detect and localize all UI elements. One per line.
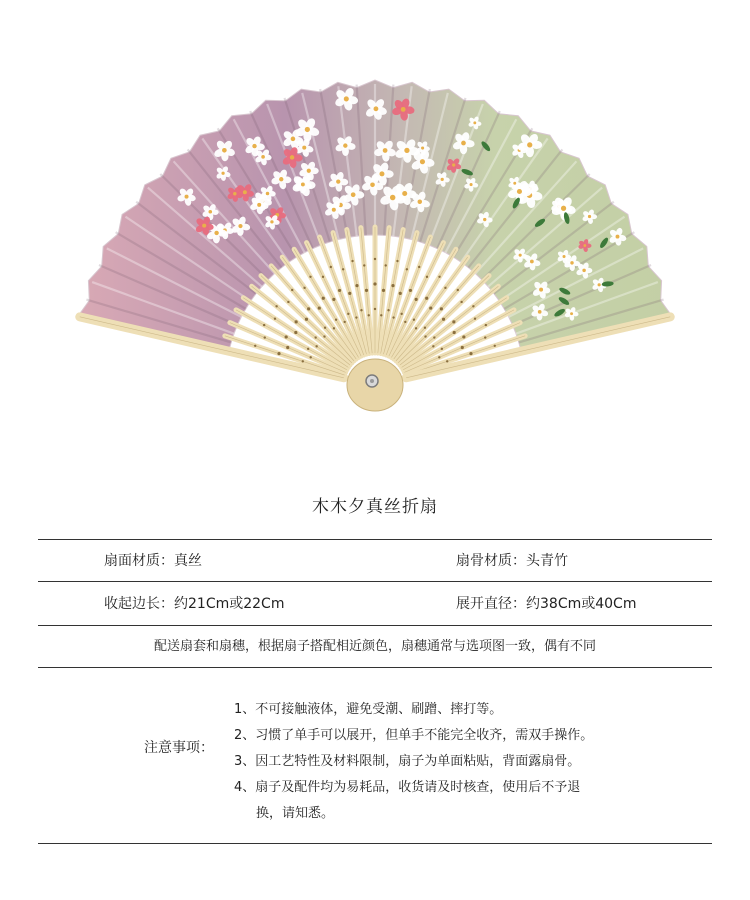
- notice-item: [234, 749, 654, 775]
- rib-perforation: [385, 264, 387, 266]
- rib-perforation: [363, 264, 365, 266]
- rib-perforation: [351, 260, 353, 262]
- rib-perforation: [347, 313, 349, 315]
- rib-perforation: [287, 301, 289, 303]
- notice-item-text: 1、不可接触液体，避免受潮、刷蹭、摔打等。: [234, 702, 503, 717]
- rib-perforation: [452, 320, 455, 323]
- rib-perforation: [307, 307, 310, 310]
- rib-perforation: [404, 321, 406, 323]
- rib-perforation: [446, 360, 448, 362]
- rib-perforation: [413, 319, 415, 321]
- rib-perforation: [309, 276, 311, 278]
- rib-perforation: [355, 316, 357, 318]
- rib-perforation: [307, 348, 309, 350]
- rib-perforation: [484, 336, 486, 338]
- spec-row: [38, 583, 712, 625]
- fan-rib-material: 扇骨材质：头青竹: [456, 553, 568, 569]
- rib-perforation: [438, 276, 440, 278]
- rib-perforation: [474, 318, 476, 320]
- rib-perforation: [432, 345, 434, 347]
- notice-item-text: 2、习惯了单手可以展开，但单手不能完全收齐，需双手操作。: [234, 728, 594, 743]
- divider-line: [38, 843, 712, 844]
- rib-perforation: [318, 306, 321, 309]
- notice-item-continuation: 换，请知悉。: [256, 806, 335, 821]
- rib-perforation: [343, 321, 345, 323]
- rib-perforation: [409, 289, 412, 292]
- rib-perforation: [302, 360, 304, 362]
- rib-perforation: [424, 335, 426, 337]
- divider-line: [38, 667, 712, 668]
- rib-perforation: [387, 309, 389, 311]
- rib-perforation: [263, 324, 265, 326]
- rib-perforation: [453, 331, 456, 334]
- rib-perforation: [438, 356, 440, 358]
- rib-perforation: [457, 289, 459, 291]
- rib-perforation: [355, 284, 358, 287]
- notice-item-text: 4、扇子及配件均为易耗品，收货请及时核查，使用后不予退: [234, 780, 581, 795]
- rib-perforation: [460, 301, 462, 303]
- rib-perforation: [380, 314, 382, 316]
- rib-perforation: [368, 314, 370, 316]
- rib-perforation: [494, 345, 496, 347]
- rib-perforation: [322, 297, 325, 300]
- rib-perforation: [382, 289, 385, 292]
- rib-perforation: [462, 335, 465, 338]
- spec-row: [38, 540, 712, 582]
- rib-perforation: [342, 268, 344, 270]
- rib-perforation: [418, 266, 420, 268]
- rib-perforation: [335, 319, 337, 321]
- notice-item: [234, 697, 654, 723]
- rib-perforation: [360, 309, 362, 311]
- rib-perforation: [374, 258, 376, 260]
- rib-perforation: [324, 327, 326, 329]
- notice-label: 注意事项：: [144, 740, 214, 756]
- rib-perforation: [433, 336, 435, 338]
- rib-perforation: [373, 282, 376, 285]
- rib-perforation: [406, 268, 408, 270]
- accessory-note: 配送扇套和扇穗，根据扇子搭配相近颜色，扇穗通常与选项图一致，偶有不同: [153, 639, 596, 654]
- rib-perforation: [374, 308, 376, 310]
- rib-perforation: [426, 276, 428, 278]
- rib-perforation: [425, 297, 428, 300]
- rib-perforation: [286, 346, 289, 349]
- rib-perforation: [415, 298, 418, 301]
- rib-perforation: [333, 327, 335, 329]
- rib-perforation: [472, 305, 474, 307]
- rib-perforation: [275, 305, 277, 307]
- rib-perforation: [424, 327, 426, 329]
- rib-perforation: [330, 266, 332, 268]
- rib-perforation: [485, 324, 487, 326]
- rib-perforation: [444, 287, 446, 289]
- rib-perforation: [415, 327, 417, 329]
- rib-perforation: [429, 306, 432, 309]
- rib-perforation: [442, 318, 445, 321]
- rib-perforation: [461, 346, 464, 349]
- notice-list: [234, 697, 654, 827]
- rib-perforation: [294, 331, 297, 334]
- rib-perforation: [295, 320, 298, 323]
- rib-perforation: [254, 345, 256, 347]
- rib-perforation: [469, 352, 472, 355]
- rib-perforation: [315, 345, 317, 347]
- fan-surface-material: 扇面材质：真丝: [104, 553, 202, 569]
- product-title: 木木夕真丝折扇: [312, 497, 438, 517]
- rib-perforation: [440, 307, 443, 310]
- rib-perforation: [396, 260, 398, 262]
- notice-item: [234, 723, 654, 749]
- rib-perforation: [399, 292, 402, 295]
- rib-perforation: [303, 287, 305, 289]
- rib-perforation: [338, 289, 341, 292]
- folded-length: 收起边长：约21Cm或22Cm: [104, 596, 285, 612]
- divider-line: [38, 581, 712, 582]
- rib-perforation: [285, 335, 288, 338]
- rib-perforation: [392, 316, 394, 318]
- notice-item: [234, 775, 654, 827]
- rib-perforation: [264, 336, 266, 338]
- rib-perforation: [277, 352, 280, 355]
- divider-line: [38, 625, 712, 626]
- rib-perforation: [274, 318, 276, 320]
- rib-perforation: [309, 356, 311, 358]
- rib-perforation: [400, 313, 402, 315]
- fan-pivot-rivet: [347, 359, 403, 411]
- rib-perforation: [391, 284, 394, 287]
- rib-perforation: [348, 292, 351, 295]
- notice-item-text: 3、因工艺特性及材料限制，扇子为单面粘贴，背面露扇骨。: [234, 754, 581, 769]
- open-diameter: 展开直径：约38Cm或40Cm: [456, 596, 637, 612]
- rib-perforation: [323, 335, 325, 337]
- rib-perforation: [305, 318, 308, 321]
- rib-perforation: [291, 289, 293, 291]
- rib-perforation: [322, 276, 324, 278]
- rib-perforation: [441, 348, 443, 350]
- rib-perforation: [365, 289, 368, 292]
- rib-perforation: [332, 298, 335, 301]
- rib-perforation: [314, 336, 316, 338]
